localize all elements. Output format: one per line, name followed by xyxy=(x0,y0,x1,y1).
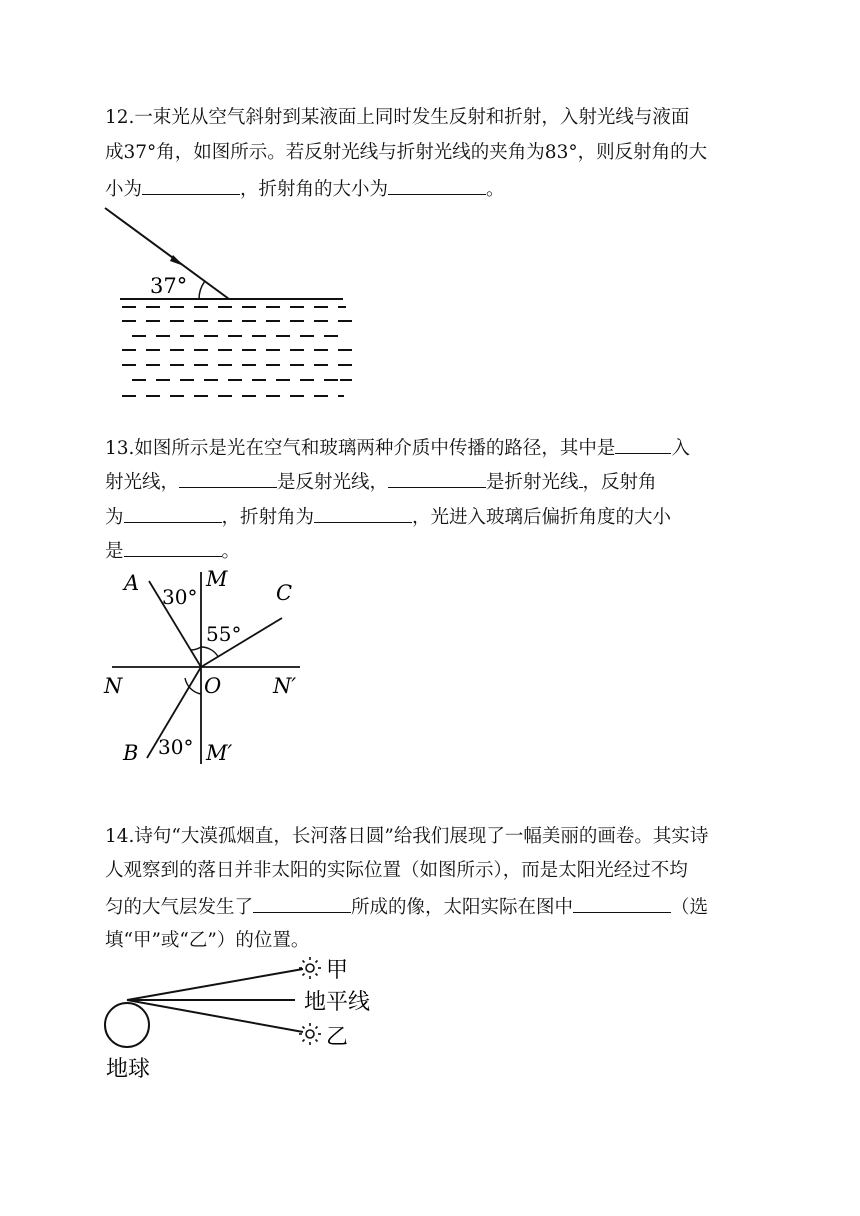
label-B: B xyxy=(123,741,139,765)
q12-line-2: 成37°角，如图所示。若反射光线与折射光线的夹角为83°，则反射角的大 xyxy=(105,142,708,163)
q13-text: 。 xyxy=(221,541,241,562)
q13-figure-rays xyxy=(100,566,315,771)
q13-text: 为 xyxy=(105,507,124,528)
answer-blank-phenomenon[interactable] xyxy=(253,895,351,913)
answer-blank-refraction-angle[interactable] xyxy=(314,505,412,523)
q14-line-2: 人观察到的落日并非太阳的实际位置（如图所示），而是太阳光经过不均 xyxy=(105,860,688,881)
arc-55 xyxy=(201,647,218,657)
label-horizon: 地平线 xyxy=(304,990,371,1015)
q13-text: 是折射光线 xyxy=(486,472,579,493)
q13-line-4 xyxy=(105,539,240,563)
ray-to-yi xyxy=(127,1000,303,1032)
angle-label-37: 37° xyxy=(150,274,188,298)
q13-text: ，折射角为 xyxy=(221,507,315,528)
answer-blank-refraction-angle[interactable] xyxy=(388,177,486,195)
q14-text: （选 xyxy=(671,897,709,918)
q13-text: ，光进入玻璃后偏折角度的大小 xyxy=(412,507,672,528)
label-earth: 地球 xyxy=(106,1057,151,1082)
q13-text: 13.如图所示是光在空气和玻璃两种介质中传播的路径，其中是 xyxy=(105,438,616,459)
q13-text: ，反射角 xyxy=(582,472,657,493)
answer-blank-incident-ray[interactable] xyxy=(615,436,671,454)
sun-icon-yi xyxy=(299,1023,321,1045)
q14-figure-sunset xyxy=(100,955,395,1085)
answer-blank-reflection-angle[interactable] xyxy=(124,505,222,523)
q13-text: 是反射光线， xyxy=(277,472,389,493)
q13-line-3 xyxy=(105,505,671,529)
q12-line-1: 12.一束光从空气斜射到某液面上同时发生反射和折射，入射光线与液面 xyxy=(105,107,690,128)
answer-blank-position[interactable] xyxy=(573,895,671,913)
label-C: C xyxy=(276,581,293,605)
label-yi: 乙 xyxy=(326,1025,349,1050)
earth-circle xyxy=(105,1003,149,1047)
q12-text: 小为 xyxy=(105,179,143,200)
arc-top-30 xyxy=(191,647,201,650)
label-jia: 甲 xyxy=(326,958,349,983)
q14-line-4: 填“甲”或“乙”）的位置。 xyxy=(105,930,310,951)
q12-text: 。 xyxy=(486,179,505,200)
q12-figure-liquid-surface xyxy=(100,200,360,405)
sun-icon-jia xyxy=(299,957,321,979)
ray-to-jia xyxy=(127,969,303,1000)
q12-line-3 xyxy=(105,177,505,201)
answer-blank-refracted-ray[interactable] xyxy=(388,470,486,488)
label-angle-55: 55° xyxy=(206,622,242,646)
q14-text: 所成的像，太阳实际在图中 xyxy=(351,897,574,918)
label-M-prime: M′ xyxy=(206,741,233,765)
label-N-prime: N′ xyxy=(273,674,297,698)
label-angle-30-bottom: 30° xyxy=(158,735,194,759)
q13-text: 射光线， xyxy=(105,472,180,493)
label-O: O xyxy=(204,674,222,698)
q14-text: 匀的大气层发生了 xyxy=(105,897,254,918)
q14-line-3 xyxy=(105,895,708,919)
answer-blank-reflection-angle[interactable] xyxy=(142,177,240,195)
answer-blank-reflected-ray[interactable] xyxy=(179,470,277,488)
label-N: N xyxy=(104,674,123,698)
q13-text: 是 xyxy=(105,541,124,562)
label-angle-30-top: 30° xyxy=(162,585,198,609)
q13-line-1 xyxy=(105,436,690,460)
q14-line-1: 14.诗句“大漠孤烟直，长河落日圆”给我们展现了一幅美丽的画卷。其实诗 xyxy=(105,826,709,847)
label-M: M xyxy=(206,567,228,591)
answer-blank-deflection-angle[interactable] xyxy=(124,539,222,557)
angle-arc xyxy=(199,281,205,299)
q13-line-2 xyxy=(105,470,657,494)
q12-text: ，折射角的大小为 xyxy=(240,179,389,200)
q13-text: 入 xyxy=(671,438,690,459)
label-A: A xyxy=(124,571,140,595)
